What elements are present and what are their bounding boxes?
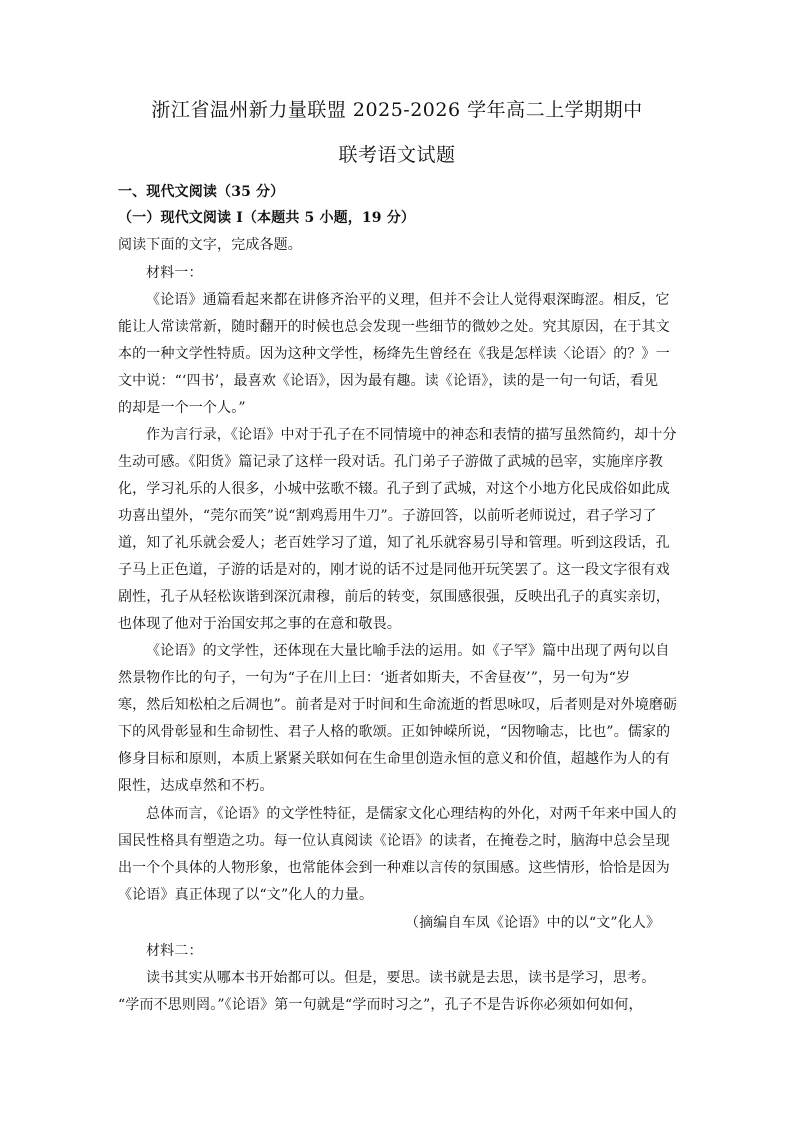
- instruction-text: 阅读下面的文字，完成各题。: [118, 237, 302, 253]
- section-heading: 一、现代文阅读（35 分）: [118, 184, 285, 200]
- paragraph-line: 功喜出望外，“莞尔而笑”说“割鸡焉用牛刀”。子游回答，以前听老师说过，君子学习了: [118, 508, 657, 524]
- paragraph-line: 也体现了他对于治国安邦之事的在意和敬畏。: [118, 616, 401, 632]
- paragraph-line: 读书其实从哪本书开始都可以。但是，要思。读书就是去思，读书是学习，思考。: [146, 970, 656, 986]
- paragraph-line: “学而不思则罔。”《论语》第一句就是“学而时习之”，孔子不是告诉你必须如何如何，: [118, 997, 643, 1013]
- subsection-heading: （一）现代文阅读 I（本题共 5 小题，19 分）: [118, 210, 416, 226]
- paragraph-line: 总体而言，《论语》的文学性特征，是儒家文化心理结构的外化，对两千年来中国人的: [146, 806, 677, 822]
- document-subtitle: 联考语文试题: [338, 144, 456, 166]
- paragraph-line: 《论语》通篇看起来都在讲修齐治平的义理，但并不会让人觉得艰深晦涩。相反，它: [146, 292, 670, 308]
- paragraph-line: 剧性，孔子从轻松诙谐到深沉肃穆，前后的转变，氛围感很强，反映出孔子的真实亲切，: [118, 589, 670, 605]
- paragraph-line: 限性，达成卓然和不朽。: [118, 778, 274, 794]
- paragraph-line: 《论语》的文学性，还体现在大量比喻手法的运用。如《子罕》篇中出现了两句以自: [146, 643, 670, 659]
- paragraph-line: 的却是一个一个人。”: [118, 400, 246, 416]
- paragraph-line: 出一个个具体的人物形象，也常能体会到一种难以言传的氛围感。这些情形，恰恰是因为: [118, 860, 670, 876]
- material-label: 材料二：: [146, 943, 203, 959]
- material-label: 材料一：: [146, 265, 203, 281]
- paragraph-line: 生动可感。《阳货》篇记录了这样一段对话。孔门弟子子游做了武城的邑宰，实施庠序教: [118, 454, 663, 470]
- paragraph-line: 《论语》真正体现了以“文”化人的力量。: [118, 887, 374, 903]
- paragraph-line: 国民性格具有塑造之功。每一位认真阅读《论语》的读者，在掩卷之时，脑海中总会呈现: [118, 833, 670, 849]
- paragraph-line: 寒，然后知松柏之后凋也”。前者是对于时间和生命流逝的哲思咏叹，后者则是对外境磨砺: [118, 697, 678, 713]
- paragraph-line: 文中说：“‘四书’，最喜欢《论语》，因为最有趣。读《论语》，读的是一句一句话，看见: [118, 373, 659, 389]
- paragraph-line: 作为言行录，《论语》中对于孔子在不同情境中的神态和表情的描写虽然简约，却十分: [146, 427, 677, 443]
- paragraph-line: 子马上正色道，子游的话是对的，刚才说的话不过是同他开玩笑罢了。这一段文字很有戏: [118, 562, 670, 578]
- source-citation: （摘编自车凤《论语》中的以“文”化人》: [405, 915, 661, 931]
- paragraph-line: 本的一种文学性特质。因为这种文学性，杨绛先生曾经在《我是怎样读〈论语〉的？》一: [118, 346, 670, 362]
- paragraph-line: 化，学习礼乐的人很多，小城中弦歌不辍。孔子到了武城，对这个小地方化民成俗如此成: [118, 481, 670, 497]
- paragraph-line: 道，知了礼乐就会爱人；老百姓学习了道，知了礼乐就容易引导和管理。听到这段话，孔: [118, 535, 670, 551]
- paragraph-line: 下的风骨彰显和生命韧性、君子人格的歌颂。正如钟嵘所说，“因物喻志，比也”。儒家的: [118, 724, 671, 740]
- paragraph-line: 修身目标和原则，本质上紧紧关联如何在生命里创造永恒的意义和价值，超越作为人的有: [118, 751, 670, 767]
- paragraph-line: 然景物作比的句子，一句为“子在川上曰：‘逝者如斯夫，不舍昼夜’”，另一句为“岁: [118, 670, 631, 686]
- paragraph-line: 能让人常读常新，随时翻开的时候也总会发现一些细节的微妙之处。究其原因，在于其文: [118, 319, 670, 335]
- document-title: 浙江省温州新力量联盟 2025-2026 学年高二上学期期中: [151, 99, 643, 121]
